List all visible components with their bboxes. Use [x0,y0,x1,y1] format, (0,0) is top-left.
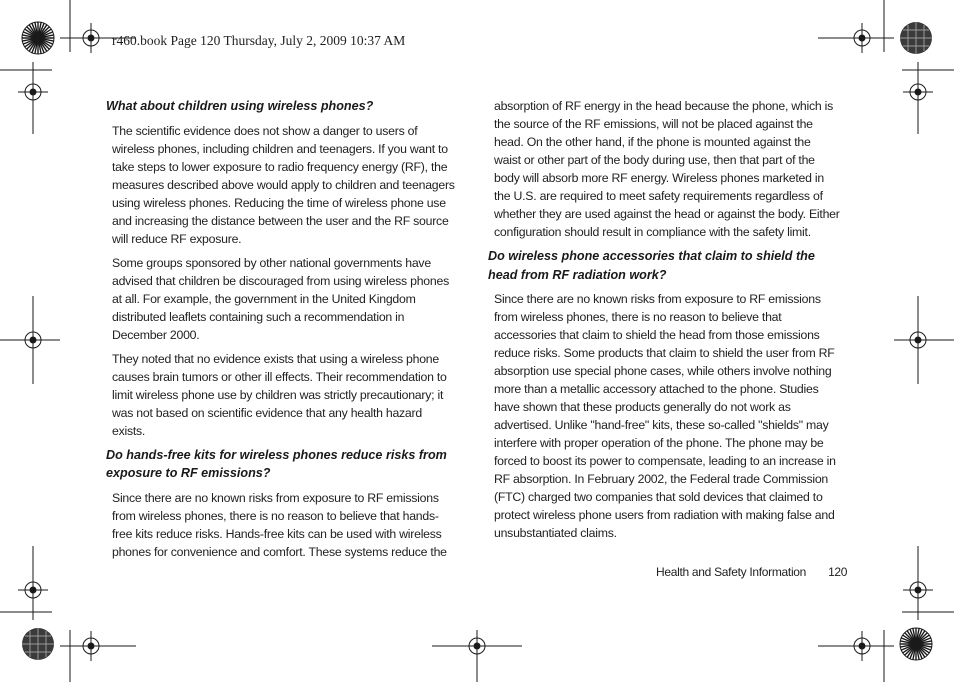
right-column [488,97,840,548]
question-hands-free-heading: Do hands-free kits for wireless phones reduce risks from exposure to RF emissions? [106,447,447,480]
paragraph: Since there are no known risks from exposure to RF emissions from wireless phones, there is no reason to believe that hands-free kits reduce risks. Hands-free kits can be used with wireless phones for convenience and comfort. These systems reduce the [112,490,447,559]
book-info-header: r460.book Page 120 Thursday, July 2, 2009 10:37 AM [112,33,406,48]
registration-star-top-left [22,22,54,54]
page-footer [656,565,847,579]
footer-section-title: Health and Safety Information [656,565,807,579]
question-shield-accessories-heading: Do wireless phone accessories that claim to shield the head from RF radiation work? [488,249,815,282]
registration-solid-top-right [900,22,932,54]
left-column [106,97,456,567]
registration-solid-bottom-left [22,628,54,660]
paragraph: absorption of RF energy in the head because the phone, which is the source of the RF emissions, will not be placed against the head. On the other hand, if the phone is mounted against the waist or other part of the body during use, then that part of the body will absorb more RF energy. Wireless phones marketed in the U.S. are required to meet safety requirements regardless of whether they are used against the head or against the body. Either configuration should result in compliance with the safety limit. [494,99,840,239]
question-children-heading: What about children using wireless phones? [106,99,374,113]
paragraph: Since there are no known risks from exposure to RF emissions from wireless phones, there is no reason to believe that accessories that claim to shield the head from those emissions reduce risks. Some products that claim to shield the user from RF absorption use special phone cases, while others involve nothing more than a metallic accessory attached to the phone. Studies have shown that these products generally do not work as advertised. Unlike "hand-free" kits, these so-called "shields" may interfere with proper operation of the phone. The phone may be forced to boost its power to compensate, leading to an increase in RF absorption. In February 2002, the Federal trade Commission (FTC) charged two companies that sold devices that claimed to protect wireless phone users from radiation with making false and unsubstantiated claims. [494,292,836,540]
paragraph: Some groups sponsored by other national governments have advised that children be discouraged from using wireless phones at all. For example, the government in the United Kingdom distributed leaflets containing such a recommendation in December 2000. [112,255,449,342]
page-number: 120 [828,565,848,579]
registration-star-bottom-right [900,628,932,660]
paragraph: The scientific evidence does not show a danger to users of wireless phones, including children and teenagers. If you want to take steps to lower exposure to radio frequency energy (RF), the measures described above would apply to children and teenagers using wireless phones. Reducing the time of wireless phone use and increasing the distance between the user and the RF source will reduce RF exposure. [112,123,455,246]
paragraph: They noted that no evidence exists that using a wireless phone causes brain tumors or other ill effects. Their recommendation to limit wireless phone use by children was strictly precautionary; it was not based on scientific evidence that any health hazard exists. [112,351,447,438]
